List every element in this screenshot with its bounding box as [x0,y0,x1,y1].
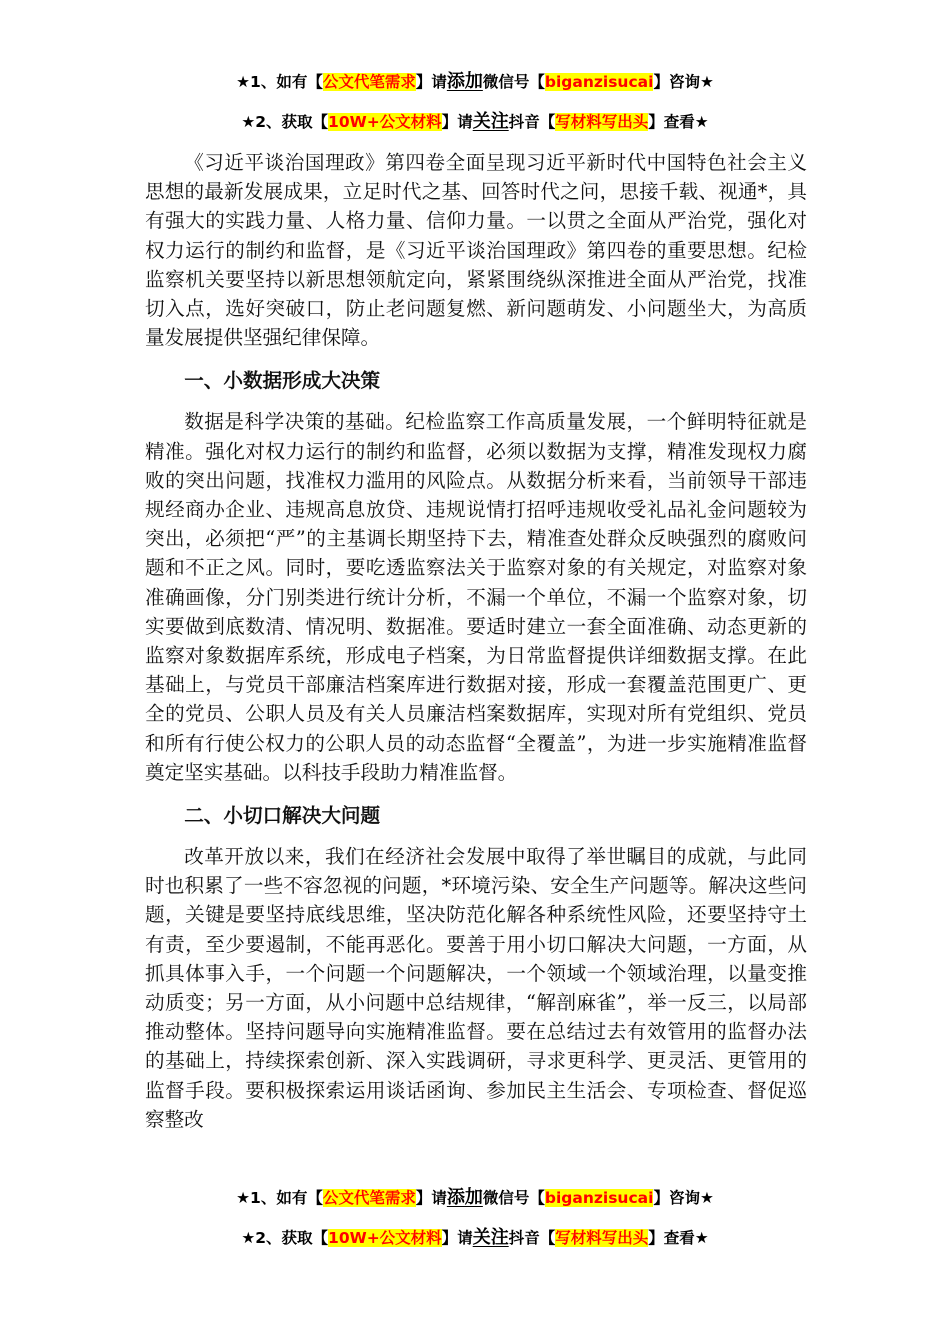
highlight-wechat-id: biganzisucai [544,1189,654,1207]
emphasis-follow: 关注 [472,111,509,132]
banner-text: 】咨询★ [653,73,714,91]
bottom-banner-line-2 [0,1226,950,1250]
banner-text: 】咨询★ [653,1189,714,1207]
banner-text: 】请 [441,1229,473,1247]
emphasis-add: 添加 [446,1187,483,1208]
section-2-paragraph: 改革开放以来，我们在经济社会发展中取得了举世瞩目的成就，与此同时也积累了一些不容忽视的问题，*环境污染、安全生产问题等。解决这些问题，关键是要坚持底线思维，坚决防范化解各种系统性风险，还要坚持守土有责，至少要遏制，不能再恶化。要善于用小切口解决大问题，一方面，从抓具体事入手，一个问题一个问题解决，一个领域一个领域治理，以量变推动质变；另一方面，从小问题中总结规律，“解剖麻雀”，举一反三，以局部推动整体。坚持问题导向实施精准监督。要在总结过去有效管用的监督办法的基础上，持续探索创新、深入实践调研，寻求更科学、更灵活、更管用的监督手段。要积极探索运用谈话函询、参加民主生活会、专项检查、督促巡察整改 [145,845,807,1131]
banner-text: 微信号【 [482,73,545,91]
emphasis-add: 添加 [446,71,483,92]
highlight-materials: 10W+公文材料 [328,113,442,131]
article-body [145,148,807,1134]
top-banner-line-2 [0,110,950,134]
banner-text: 抖音【 [508,113,556,131]
highlight-materials: 10W+公文材料 [328,1229,442,1247]
intro-paragraph: 《习近平谈治国理政》第四卷全面呈现习近平新时代中国特色社会主义思想的最新发展成果，立足时代之基、回答时代之问，思接千载、视通*，具有强大的实践力量、人格力量、信仰力量。一以贯之全面从严治党，强化对权力运行的制约和监督，是《习近平谈治国理政》第四卷的重要思想。纪检监察机关要坚持以新思想领航定向，紧紧围绕纵深推进全面从严治党，找准切入点，选好突破口，防止老问题复燃、新问题萌发、小问题坐大，为高质量发展提供坚强纪律保障。 [145,151,807,350]
bottom-banner-line-1 [0,1186,950,1210]
highlight-douyin-id: 写材料写出头 [555,113,649,131]
top-banner-line-1 [0,70,950,94]
banner-text: 微信号【 [482,1189,545,1207]
highlight-douyin-id: 写材料写出头 [555,1229,649,1247]
emphasis-follow: 关注 [472,1227,509,1248]
section-1-heading: 一、小数据形成大决策 [184,369,381,393]
highlight-ghostwriting: 公文代笔需求 [322,73,416,91]
banner-text: ★2、获取【 [241,1229,329,1247]
banner-text: 】请 [415,1189,447,1207]
banner-text: 抖音【 [508,1229,556,1247]
banner-text: ★2、获取【 [241,113,329,131]
banner-text: ★1、如有【 [236,1189,323,1207]
highlight-wechat-id: biganzisucai [544,73,654,91]
highlight-ghostwriting: 公文代笔需求 [322,1189,416,1207]
section-1-paragraph: 数据是科学决策的基础。纪检监察工作高质量发展，一个鲜明特征就是精准。强化对权力运行的制约和监督，必须以数据为支撑，精准发现权力腐败的突出问题，找准权力滥用的风险点。从数据分析来看，当前领导干部违规经商办企业、违规高息放贷、违规说情打招呼违规收受礼品礼金问题较为突出，必须把“严”的主基调长期坚持下去，精准查处群众反映强烈的腐败问题和不正之风。同时，要吃透监察法关于监察对象的有关规定，对监察对象准确画像，分门别类进行统计分析，不漏一个单位，不漏一个监察对象，切实要做到底数清、情况明、数据准。要适时建立一套全面准确、动态更新的监察对象数据库系统，形成电子档案，为日常监督提供详细数据支撑。在此基础上，与党员干部廉洁档案库进行数据对接，形成一套覆盖范围更广、更全的党员、公职人员及有关人员廉洁档案数据库，实现对所有党组织、党员和所有行使公权力的公职人员的动态监督“全覆盖”，为进一步实施精准监督奠定坚实基础。以科技手段助力精准监督。 [145,410,807,784]
banner-text: 】请 [441,113,473,131]
banner-text: ★1、如有【 [236,73,323,91]
banner-text: 】查看★ [648,113,709,131]
banner-text: 】请 [415,73,447,91]
section-2-heading: 二、小切口解决大问题 [184,804,381,828]
banner-text: 】查看★ [648,1229,709,1247]
